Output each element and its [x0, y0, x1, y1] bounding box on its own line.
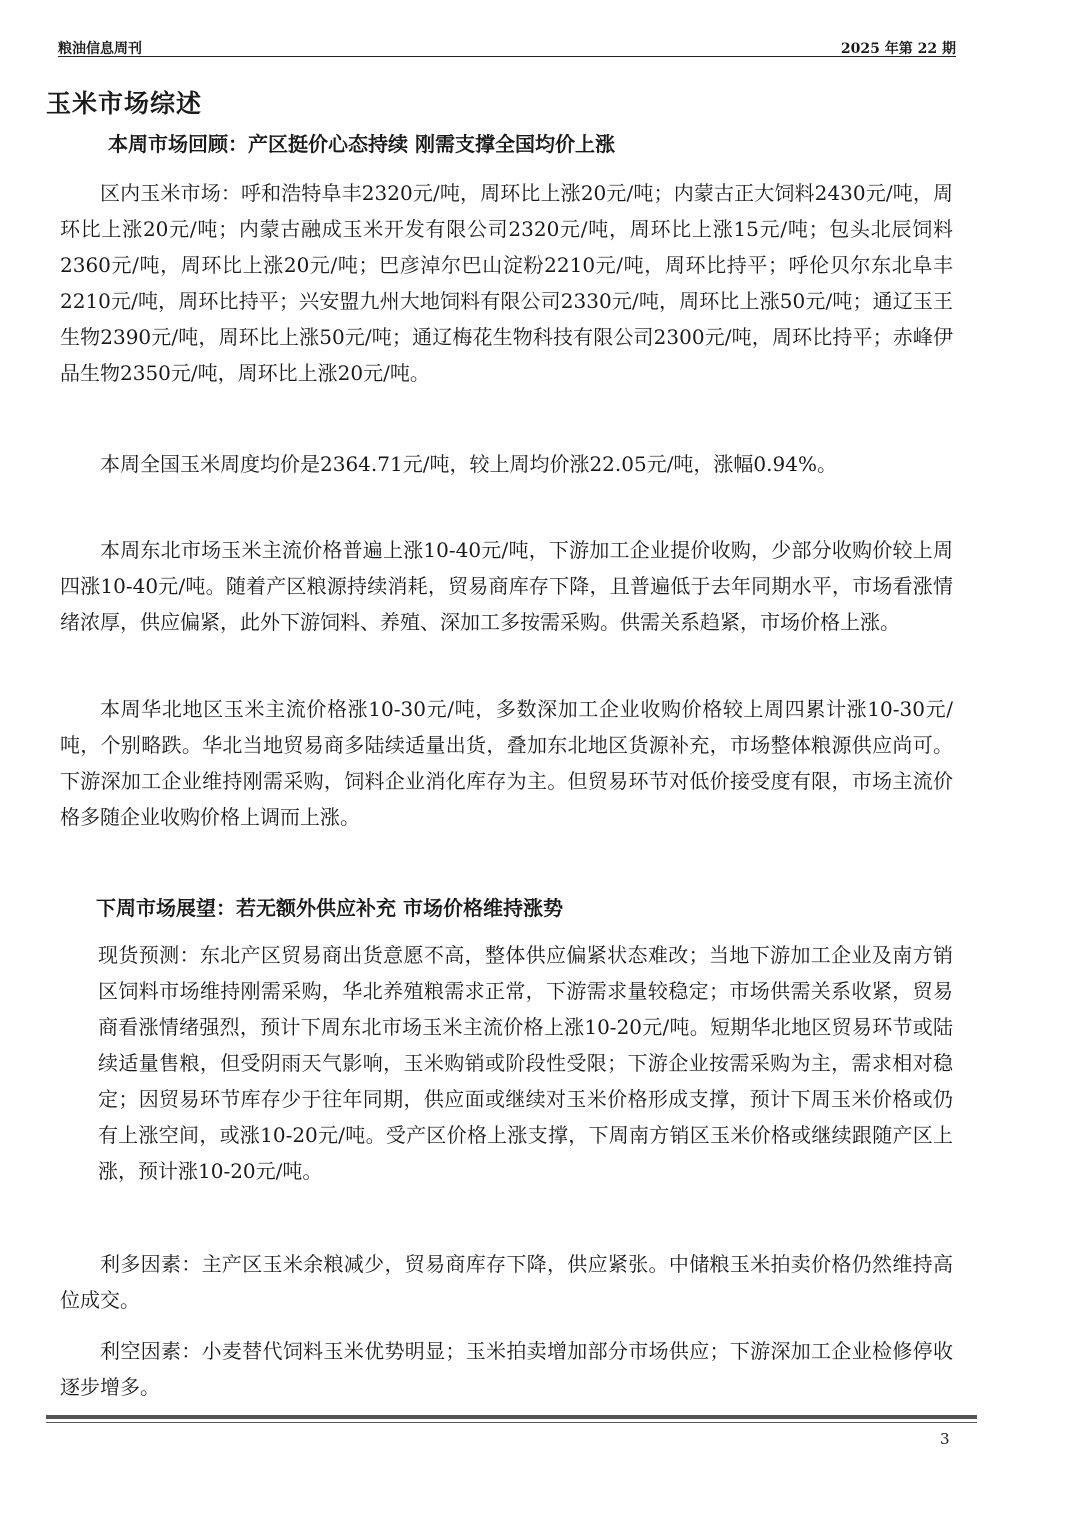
review-paragraph-regional-prices: 区内玉米市场：呼和浩特阜丰2320元/吨，周环比上涨20元/吨；内蒙古正大饲料2430元/吨，周环比上涨20元/吨；内蒙古融成玉米开发有限公司2320元/吨，周环比上涨15元/吨；包头北辰饲料2360元/吨，周环比上涨20元/吨；巴彦淖尔巴山淀粉2210元/吨，周环比持平；呼伦贝尔东北阜丰2210元/吨，周环比持平；兴安盟九州大地饲料有限公司2330元/吨，周环比上涨50元/吨；通辽玉王生物2390元/吨，周环比上涨50元/吨；通辽梅花生物科技有限公司2300元/吨，周环比持平；赤峰伊品生物2350元/吨，周环比上涨20元/吨。	[60, 181, 953, 385]
outlook-paragraph-spot-forecast: 现货预测：东北产区贸易商出货意愿不高，整体供应偏紧状态难改；当地下游加工企业及南方销区饲料市场维持刚需采购，华北养殖粮需求正常，下游需求量较稳定；市场供需关系收紧，贸易商看涨情绪强烈，预计下周东北市场玉米主流价格上涨10-20元/吨。短期华北地区贸易环节或陆续适量售粮，但受阴雨天气影响，玉米购销或阶段性受限；下游企业按需采购为主，需求相对稳定；因贸易环节库存少于往年同期，供应面或继续对玉米价格形成支撑，预计下周玉米价格或仍有上涨空间，或涨10-20元/吨。受产区价格上涨支撑，下周南方销区玉米价格或继续跟随产区上涨，预计涨10-20元/吨。	[98, 943, 953, 1183]
outlook-paragraph-bullish-factors: 利多因素：主产区玉米余粮减少，贸易商库存下降，供应紧张。中储粮玉米拍卖价格仍然维持高位成交。	[60, 1252, 953, 1312]
footer-rule-thick	[46, 1415, 977, 1419]
review-heading: 本周市场回顾：产区挺价心态持续 刚需支撑全国均价上涨	[108, 132, 615, 156]
page-title: 玉米市场综述	[46, 89, 203, 118]
review-paragraph-northeast: 本周东北市场玉米主流价格普遍上涨10-40元/吨，下游加工企业提价收购，少部分收购价较上周四涨10-40元/吨。随着产区粮源持续消耗，贸易商库存下降，且普遍低于去年同期水平，市场看涨情绪浓厚，供应偏紧，此外下游饲料、养殖、深加工多按需采购。供需关系趋紧，市场价格上涨。	[60, 538, 953, 634]
header-rule	[58, 56, 956, 57]
review-paragraph-national-average: 本周全国玉米周度均价是2364.71元/吨，较上周均价涨22.05元/吨，涨幅0.94%。	[100, 452, 837, 476]
footer-rule-thin	[46, 1422, 977, 1423]
outlook-paragraph-bearish-factors: 利空因素：小麦替代饲料玉米优势明显；玉米拍卖增加部分市场供应；下游深加工企业检修停收逐步增多。	[60, 1339, 953, 1399]
review-paragraph-north-china: 本周华北地区玉米主流价格涨10-30元/吨，多数深加工企业收购价格较上周四累计涨10-30元/吨，个别略跌。华北当地贸易商多陆续适量出货，叠加东北地区货源补充，市场整体粮源供应尚可。下游深加工企业维持刚需采购，饲料企业消化库存为主。但贸易环节对低价接受度有限，市场主流价格多随企业收购价格上调而上涨。	[60, 697, 953, 829]
page-number: 3	[940, 1430, 950, 1448]
outlook-heading: 下周市场展望：若无额外供应补充 市场价格维持涨势	[96, 896, 563, 920]
publication-name: 粮油信息周刊	[58, 41, 142, 57]
issue-number: 2025 年第 22 期	[840, 41, 956, 57]
running-header	[58, 38, 956, 58]
